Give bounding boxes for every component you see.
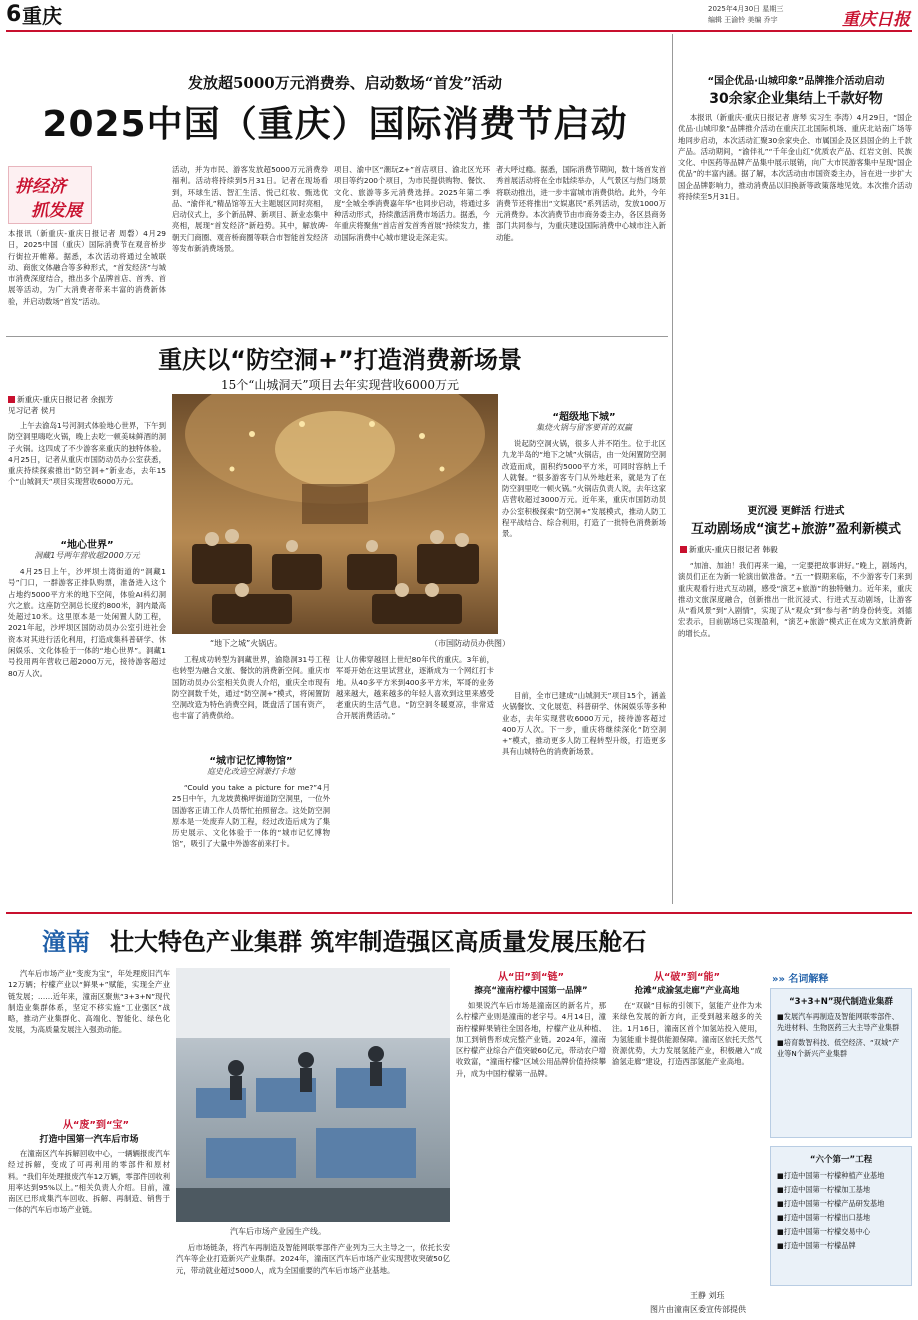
glossary-label	[772, 970, 912, 985]
section-name: 重庆	[22, 4, 62, 28]
glossary-arrow-icon: »»	[772, 974, 785, 985]
byline-marker	[680, 546, 687, 553]
feature-top-rule	[6, 336, 668, 337]
glossary-item-text: 打造中国第一柠檬种植产业基地	[783, 1171, 885, 1180]
glossary-item: ■打造中国第一柠檬品牌	[777, 1241, 856, 1250]
feature-para-2: “Could you take a picture for me?”4月25日中午，九龙坡黄桷坪街道防空洞里，一位外国游客正请工作人员帮忙拍照留念。这处防空洞原本是一处废弃人防工程，经过改造后成为了集历史展示、文化体验于一体的“城市记忆博物馆”，吸引了大量中外游客前来打卡。	[172, 783, 330, 849]
glossary-box-1-title: “3+3+N”现代制造业集群	[789, 997, 893, 1007]
feature-subhead-3: “超级地下城”	[552, 412, 616, 423]
glossary-label-text: 名词解释	[788, 974, 829, 985]
bottom-para-2: 如果说汽车后市场是潼南区的新名片，那么柠檬产业则是潼南的老字号。4月14日，潼南柠檬鲜果销往全国各地，柠檬产业从种植、加工到销售形成完整产业链。2024年，潼南区柠檬产业综合产值突破60亿元，带动农户增收致富，“潼南柠檬”区域公用品牌价值持续攀升，成为中国柠檬第一品牌。	[456, 1001, 606, 1078]
feature-photo-caption: “地下之城”火锅店。	[210, 639, 283, 648]
sidebar-mid-title: 互动剧场成“演艺+旅游”盈利新模式	[691, 522, 901, 537]
bottom-para-3: 在“双碳”目标的引领下，氢能产业作为未来绿色发展的新方向，正受到越来越多的关注。1月16日，潼南区首个加氢站投入使用，为氢能重卡提供能源保障。潼南区依托天然气资源优势，大力发展氢能产业，积极融入“成渝氢走廊”建设，打造西部氢能产业高地。	[612, 1001, 762, 1067]
bottom-subhead-2: 从“田”到“链”	[497, 972, 565, 983]
feature-subhead-2-sub: 庭史化改造空洞兼打卡地	[207, 767, 295, 776]
bottom-credit-2: 图片由潼南区委宣传部提供	[650, 1305, 746, 1314]
glossary-box-2-title: “六个第一”工程	[809, 1155, 873, 1165]
lead-column-3: 项目、渝中区“潮玩Z+”首店项目、渝北区光环项目等约200个项目，为市民提供购物、餐饮、文化、旅游等多元消费选择。2025年第二季度“全城全季消费嘉年华”也同步启动，将通过多种活动形式，持续激活消费市场活力。据悉，今年重庆将聚焦“首店首发首秀首展”持续发力，推动国际消费中心城市建设走深走实。	[334, 165, 490, 242]
bottom-headline	[6, 920, 912, 960]
bottom-col-1: 汽车后市场产业“变废为宝”，年处理废旧汽车12万辆；柠檬产业以“鲜果+”赋能，实现全产业链发展；……近年来，潼南区聚焦“3+3+N”现代制造业集群体系，坚定不移实施“工业强区”战略，推动产业集群化、高端化、智能化、绿色化发展，为高质量发展注入强劲动能。	[8, 969, 170, 1035]
bottom-photo	[176, 968, 450, 1222]
header-date: 2025年4月30日 星期三	[708, 5, 784, 13]
feature-byline-2: 见习记者 侯月	[8, 406, 56, 415]
header-rule	[6, 30, 912, 32]
feature-mid-column: 工程成功转型为洞藏世界，渝隐洞31号工程也转型为融合文旅、餐饮的消费新空间。重庆市国防动员办公室相关负责人介绍，重庆全市现有防空洞数千处，通过“防空洞+”模式，将闲置防空洞改造为特色消费空间，既盘活了国有资产，也丰富了消费供给。	[172, 655, 330, 721]
feature-column-b: 让人仿佛穿越回上世纪80年代的重庆。3年前，军哥开始在这里试营业，逐渐成为一个网红打卡地。从40多平方米到400多平方米，军哥的业务越来越大，越来越多的年轻人喜欢到这里来感受老重庆的生活气息。“防空洞冬暖夏凉，非常适合开展消费活动。”	[336, 655, 494, 721]
feature-photo	[172, 394, 498, 634]
feature-subhead-1-sub: 洞藏1号两年营收超2000万元	[34, 551, 140, 560]
bottom-top-rule	[6, 912, 912, 914]
glossary-item-text: 打造中国第一柠檬交易中心	[783, 1227, 871, 1236]
tunnel-illustration	[172, 394, 498, 634]
feature-para-3: 说起防空洞火锅，很多人并不陌生。位于北区九龙半岛的“地下之城”火锅店，由一处闲置防空洞改造而成，面积约5000平方米，可同时容纳上千人就餐。“很多游客专门从外地赶来，就是为了在防空洞里吃一顿火锅。”火锅店负责人说，去年这家店营收超过3000万元。近年来，重庆市国防动员办公室积极探索“防空洞+”发展模式，推动人防工程平战结合、综合利用，打造了一批特色消费新场景。	[502, 439, 666, 539]
factory-illustration	[176, 968, 450, 1222]
sidebar-mid-byline	[680, 544, 914, 555]
lead-title: 2025中国（重庆）国际消费节启动	[42, 104, 628, 145]
bottom-subhead-3-sub: 抢滩“成渝氢走廊”产业高地	[634, 986, 740, 996]
feature-title: 重庆以“防空洞+”打造消费新场景	[158, 346, 522, 374]
byline-marker	[8, 396, 15, 403]
feature-byline-1: 新重庆-重庆日报记者 余振芳	[17, 395, 114, 404]
feature-subhead-3-sub: 集烧火锅与留客要首的双赢	[536, 423, 632, 432]
feature-subhead-1: “地心世界”	[60, 540, 114, 551]
glossary-item: ■培育数智科技、低空经济、“双城”产业等N个新兴产业集群	[777, 1038, 900, 1058]
bottom-subhead-2-sub: 擦亮“潼南柠檬中国第一品牌”	[474, 986, 588, 996]
sidebar-mid-byline-text: 新重庆-重庆日报记者 韩毅	[689, 545, 778, 554]
lead-kicker: 发放超5000万元消费券、启动数场“首发”活动	[187, 74, 502, 92]
bottom-credit: 王静 刘珏	[690, 1291, 725, 1300]
lead-column-4: 者大呼过瘾。据悉，国际消费节期间，数十场首发首秀首展活动将在全市陆续举办，人气景区与热门场景将联动推出，进一步丰富城市消费供给。此外，今年消费节还将推出“文娱惠民”系列活动，发放1000万元消费券。本次消费节由市商务委主办，各区县商务部门共同参与，为重庆建设国际消费中心城市注入新动能。	[496, 165, 666, 242]
glossary-item-text: 培育数智科技、低空经济、“双城”产业等N个新兴产业集群	[777, 1038, 900, 1058]
district-label: 潼南	[42, 928, 90, 956]
glossary-item: ■打造中国第一柠檬种植产业基地	[777, 1171, 885, 1180]
lead-column-2: 活动，并为市民、游客发放超5000万元消费券福利。活动将持续到5月31日。记者在现场看到，环球生活、智汇生活、悦己红妆、甄选优品、“渝伴礼”精品馆等五大主题展区同时亮相，启动仪式上，多个新品牌、新项目、新业态集中亮相，展现“首发经济”新趋势。其中，解放碑-朝天门商圈、观音桥商圈等联合市智能首发经济等发布新消费场景。	[172, 165, 328, 254]
bottom-subhead-3: 从“破”到“能”	[653, 972, 721, 983]
bottom-mid: 后市场链条，将汽车再制造及智能网联零部件产业列为三大主导之一，依托长安汽车等企业打造新兴产业集群。2024年，潼南区汽车后市场产业实现营收突破50亿元，带动就业超过5000人，成为全国重要的汽车后市场产业基地。	[176, 1243, 450, 1275]
glossary-box-1-list	[771, 1011, 911, 1059]
header-editors: 编辑 王渝铃 美编 乔宇	[708, 16, 778, 24]
glossary-item-text: 发展汽车再制造及智能网联零部件、先进材料、生物医药三大主导产业集群	[777, 1012, 900, 1032]
feature-intro: 上午去渝岛1号河洞式体验地心世界，下午到防空洞里嗨吃火锅，晚上去吃一顿美味鲜酒的洞子火锅。这四成了不少游客来重庆的独特体验。4月25日，记者从重庆市国防动员办公室获悉，重庆持续探索推出“防空洞+”新业态，去年15个“山城洞天”项目实现营收6000万元。	[8, 421, 166, 487]
glossary-item-text: 打造中国第一柠檬加工基地	[783, 1185, 871, 1194]
badge-line-2: 抓发展	[31, 201, 82, 221]
glossary-box-2	[770, 1146, 912, 1286]
badge-line-1: 拼经济	[15, 177, 66, 197]
bottom-subhead-1-sub: 打造中国第一汽车后市场	[39, 1135, 139, 1145]
glossary-item-text: 打造中国第一柠檬出口基地	[783, 1213, 871, 1222]
glossary-item: ■打造中国第一柠檬加工基地	[777, 1185, 871, 1194]
glossary-item-text: 打造中国第一柠檬品牌	[783, 1241, 856, 1250]
bottom-title: 壮大特色产业集群 筑牢制造强区高质量发展压舱石	[110, 928, 647, 956]
glossary-item: ■打造中国第一柠檬产品研发基地	[777, 1199, 885, 1208]
lead-badge	[8, 166, 92, 224]
masthead	[6, 2, 912, 28]
bottom-para-1: 在潼南区汽车拆解回收中心，一辆辆报废汽车经过拆解，变成了可再利用的零部件和原材料。“我们年处理报废汽车12万辆，零部件回收利用率达到95%以上。”相关负责人介绍。目前，潼南区已形成集汽车回收、拆解、再制造、销售于一体的汽车后市场产业链。	[8, 1149, 170, 1215]
glossary-box-2-list	[771, 1169, 911, 1253]
sidebar-top-title: 30余家企业集结上千款好物	[709, 91, 883, 107]
sidebar-mid-kicker: 更沉浸 更鲜活 行进式	[747, 506, 845, 517]
feature-byline	[8, 394, 168, 416]
feature-subhead-2: “城市记忆博物馆”	[209, 756, 293, 767]
feature-para-1: 4月25日上午，沙坪坝土湾街道的“洞藏1号”门口，一群游客正排队购票，准备进入这个占地约5000平方米的地下空间，体验AI科幻洞穴之旅。这座防空洞总长度约800米，洞内最高处超过10米。这里原本是一处闲置人防工程，2021年起，沙坪坝区国防动员办公室引进社会资本对其进行活化利用，打造成集科普研学、休闲娱乐、文化体验于一体的“地心世界”。洞藏1号投用两年营收已超2000万元，接待游客超过80万人次。	[8, 567, 166, 678]
bottom-photo-caption: 汽车后市场产业园生产线。	[230, 1227, 326, 1236]
newspaper-logo: 重庆日报	[842, 10, 910, 30]
glossary-item: ■打造中国第一柠檬出口基地	[777, 1213, 871, 1222]
feature-photo-credit: （市国防动员办供图）	[430, 639, 510, 648]
sidebar-top-body: 本报讯（新重庆-重庆日报记者 唐琴 实习生 李涛）4月29日，“国企优品·山城印象”品牌推介活动在重庆江北国际机场、重庆北站南广场等地同步启动，本次活动汇聚30余家央企、市属国企及区县国企的上千款产品。活动期间，“渝伴礼”“千年金山红”优质农产品、红岩文创、民族文化、中医药等品牌产品集中展示展销，向广大市民游客集中呈现“国企优品”的丰富内涵。据了解，本次活动由市国资委主办，旨在进一步扩大国企品牌影响力，推动消费品以旧换新等政策落地见效。本次推介活动将持续至5月31日。	[678, 113, 912, 202]
glossary-item: ■打造中国第一柠檬交易中心	[777, 1227, 871, 1236]
page-number: 6	[6, 2, 22, 27]
glossary-box-1	[770, 988, 912, 1138]
feature-subtitle: 15个“山城洞天”项目去年实现营收6000万元	[220, 378, 460, 392]
glossary-item: ■发展汽车再制造及智能网联零部件、先进材料、生物医药三大主导产业集群	[777, 1012, 900, 1032]
sidebar-top-kicker: “国企优品·山城印象”品牌推介活动启动	[707, 76, 885, 87]
sidebar-mid-body: “加油、加油！我们再来一遍，一定要把故事讲好。”晚上，剧场内，演员们正在为新一轮演出做准备。“五一”假期来临，不少游客专门来到重庆观看行进式互动剧，感受“演艺+旅游”的独特魅力。近年来，重庆推动文旅深度融合，创新推出一批沉浸式、行进式互动剧场，让游客从“看风景”到“入剧情”，实现了从“观众”到“参与者”的身份转变。刘德宏表示，目前剧场已实现盈利，“演艺+旅游”模式正在成为文旅消费新的增长点。	[678, 561, 912, 638]
bottom-subhead-1: 从“废”到“宝”	[62, 1120, 130, 1131]
glossary-item-text: 打造中国第一柠檬产品研发基地	[783, 1199, 885, 1208]
column-divider	[672, 34, 673, 904]
lead-column-1: 本报讯（新重庆-重庆日报记者 周磬）4月29日，2025中国（重庆）国际消费节在观音桥步行街拉开帷幕。据悉，本次活动将通过全城联动、商旅文体融合等多种形式，“首发经济”与城市消费深度结合，推出多个品牌首店、首秀、首展等活动，为广大消费者带来丰富的消费新体验，并启动数场“首发”活动。	[8, 229, 166, 306]
feature-para-4: 目前，全市已建成“山城洞天”项目15个，涵盖火锅餐饮、文化展览、科普研学、休闲娱乐等多种业态，去年实现营收6000万元，接待游客超过400万人次。下一步，重庆将继续深化“防空洞+”模式，推动更多人防工程转型升级，打造更多具有山城特色的消费新场景。	[502, 691, 666, 757]
